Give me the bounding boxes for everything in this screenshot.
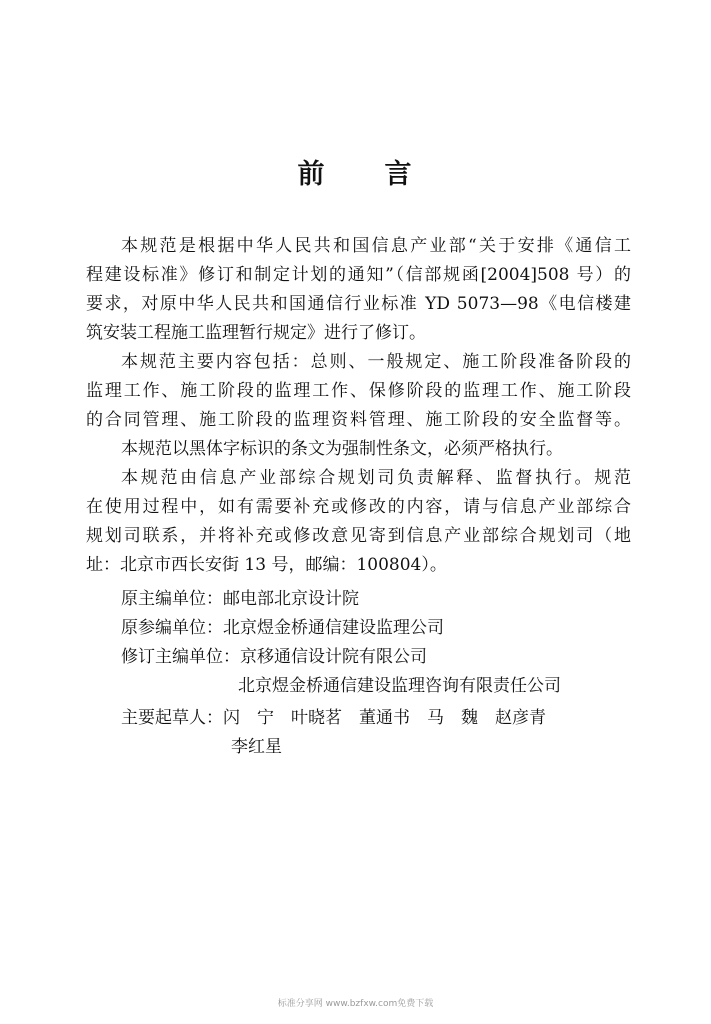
page-title: [0, 152, 711, 191]
paragraph-2-line-1: 本规范主要内容包括：总则、一般规定、施工阶段准备阶段的: [121, 352, 631, 372]
watermark-footer: 标准分享网 www.bzfxw.com免费下载: [277, 999, 434, 1009]
paragraph-4-line-1: 本规范由信息产业部综合规划司负责解释、监督执行。规范: [121, 468, 631, 488]
paragraph-4-line-4: 址：北京市西长安街 13 号，邮编：100804）。: [86, 555, 447, 575]
paragraph-1-line-1: 本规范是根据中华人民共和国信息产业部“关于安排《通信工: [121, 236, 631, 256]
original-editor-unit: 原主编单位：邮电部北京设计院: [121, 589, 359, 609]
paragraph-4-line-2: 在使用过程中，如有需要补充或修改的内容，请与信息产业部综合: [86, 497, 631, 517]
original-participant-unit: 原参编单位：北京煜金桥通信建设监理公司: [121, 618, 444, 638]
revision-editor-unit: 修订主编单位：京移通信设计院有限公司: [121, 647, 427, 667]
paragraph-2-line-3: 的合同管理、施工阶段的监理资料管理、施工阶段的安全监督等。: [86, 410, 631, 430]
main-drafters: 主要起草人：闪 宁 叶晓茗 董通书 马 魏 赵彦青: [121, 708, 546, 728]
paragraph-2-line-2: 监理工作、施工阶段的监理工作、保修阶段的监理工作、施工阶段: [86, 381, 631, 401]
paragraph-1-line-3: 要求，对原中华人民共和国通信行业标准 YD 5073—98《电信楼建: [86, 294, 631, 314]
paragraph-1-line-2: 程建设标准》修订和制定计划的通知”（信部规函[2004]508 号）的: [86, 265, 631, 285]
revision-editor-unit-2: 北京煜金桥通信建设监理咨询有限责任公司: [238, 676, 561, 696]
title-char-2: 言: [384, 159, 414, 190]
main-drafters-continued: 李红星: [231, 737, 282, 757]
paragraph-1-line-4: 筑安装工程施工监理暂行规定》进行了修订。: [86, 323, 426, 343]
paragraph-3-line-1: 本规范以黑体字标识的条文为强制性条文，必须严格执行。: [121, 439, 563, 459]
title-char-1: 前: [297, 159, 327, 190]
paragraph-4-line-3: 规划司联系，并将补充或修改意见寄到信息产业部综合规划司（地: [86, 526, 631, 546]
